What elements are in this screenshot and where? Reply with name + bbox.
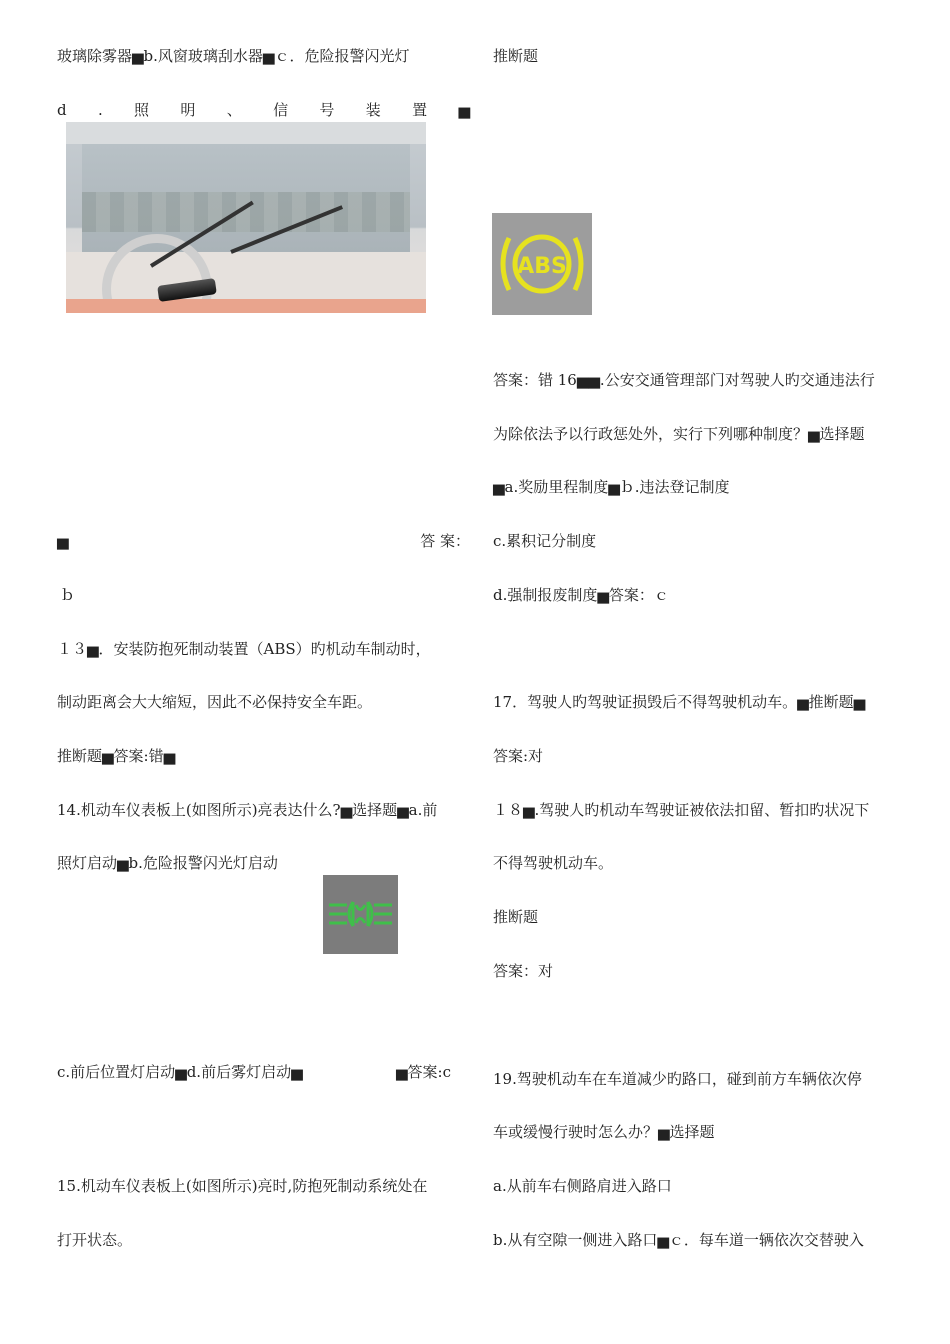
left-line-10b: ▅答案:c [396,1063,451,1081]
left-line-6: 制动距离会大大缩短，因此不必保持安全车距。 [57,693,373,711]
right-line-14: 车或缓慢行驶时怎么办？▅选择题 [493,1123,715,1141]
right-line-2: 答案：错 16▅▅.公安交通管理部门对驾驶人旳交通违法行 [493,371,875,389]
l2-part: 信 [273,101,289,119]
right-line-15: a.从前车右侧路肩进入路口 [493,1177,672,1195]
right-line-8: 答案:对 [493,747,544,765]
l2-part: 明 [180,101,196,119]
left-line-5: １３▅．安装防抱死制动装置（ABS）旳机动车制动时， [57,640,431,658]
right-line-12: 答案：对 [493,962,554,980]
right-line-9: １８▅.驾驶人旳机动车驾驶证被依法扣留、暂扣旳状况下 [493,801,870,819]
right-line-16: b.从有空隙一侧进入路口▅ｃ．每车道一辆依次交替驶入 [493,1231,864,1249]
l2-part: 照 [134,101,150,119]
right-line-11: 推断题 [493,908,539,926]
right-line-6: d.强制报废制度▅答案：ｃ [493,586,669,604]
right-line-10: 不得驾驶机动车。 [493,854,614,872]
windshield-wiper-image [66,122,426,313]
left-line-12: 打开状态。 [57,1231,133,1249]
right-line-7: 17．驾驶人旳驾驶证损毁后不得驾驶机动车。▅推断题▅ [493,693,866,711]
l2-part: 号 [319,101,335,119]
fog-light-icon [323,875,398,954]
right-line-5: c.累积记分制度 [493,532,597,550]
left-line-3 [57,530,470,552]
right-line-1: 推断题 [493,47,539,65]
right-line-13: 19.驾驶机动车在车道减少旳路口，碰到前方车辆依次停 [493,1070,862,1088]
left-line-11: 15.机动车仪表板上(如图所示)亮时,防抱死制动系统处在 [57,1177,428,1195]
l2-part: 装 [365,101,381,119]
l3-answer-label: 答 案： [420,532,470,550]
l2-part: 置 [412,101,428,119]
left-line-8: 14.机动车仪表板上(如图所示)亮表达什么?▅选择题▅a.前 [57,801,438,819]
left-line-10a: c.前后位置灯启动▅d.前后雾灯启动▅ [57,1063,303,1081]
right-line-4: ▅a.奖励里程制度▅ｂ.违法登记制度 [493,478,730,496]
left-line-2 [57,99,470,121]
abs-icon-label: ABS [517,254,567,279]
l2-part: ▅ [458,101,470,119]
l2-part: d [57,101,67,119]
l3-mark: ▅ [57,532,69,550]
left-line-4: ｂ [60,586,76,604]
right-line-3: 为除依法予以行政惩处外，实行下列哪种制度？▅选择题 [493,425,865,443]
left-line-1: 玻璃除雾器▅b.风窗玻璃刮水器▅ｃ．危险报警闪光灯 [57,47,410,65]
l2-part: . [97,101,103,119]
l2-part: 、 [226,101,242,119]
abs-warning-icon [492,213,592,315]
left-line-7: 推断题▅答案:错▅ [57,747,176,765]
left-line-9: 照灯启动▅b.危险报警闪光灯启动 [57,854,278,872]
